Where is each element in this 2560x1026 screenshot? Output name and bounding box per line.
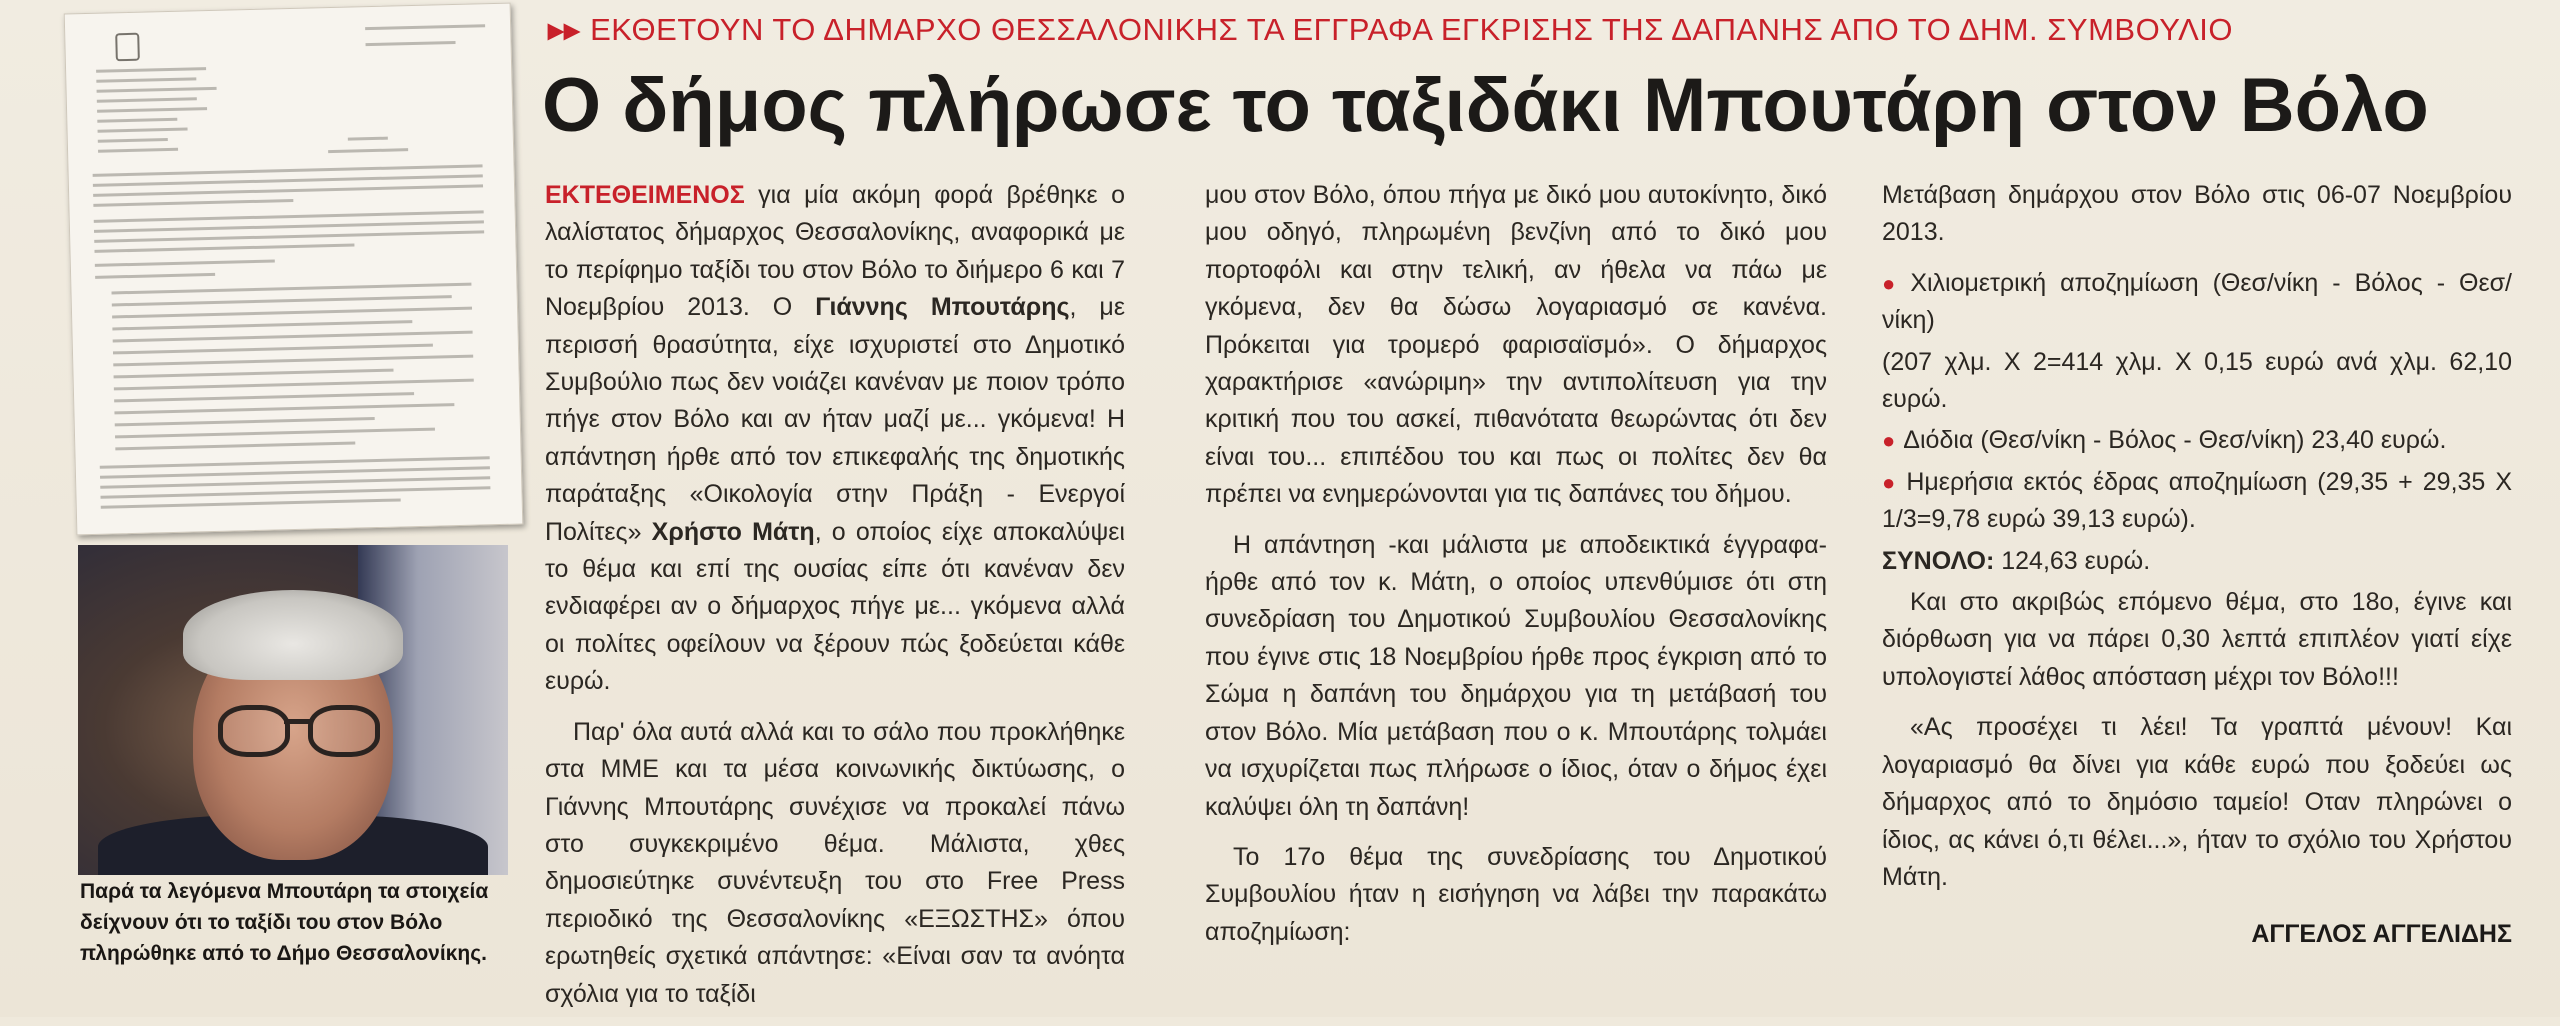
- paragraph: Η απάντηση -και μάλιστα με αποδεικτικά έγγραφα- ήρθε από τον κ. Μάτη, ο οποίος υπενθύμισε ότι στη συνεδρίαση του Δημοτικού Συμβουλίου Θεσσαλονίκης που έγινε στις 18 Νοεμβρίου ήρθε προς έγκριση από το Σώμα η δαπάνη του δημάρχου για τη μετάβασή του στον Βόλο. Μία μετάβαση που ο κ. Μπουτάρης τολμάει να ισχυρίζεται πως πλήρωσε ο ίδιος, όταν ο δήμος έχει καλύψει όλη τη δαπάνη!: [1205, 530, 1827, 821]
- article-column-1: [545, 177, 1125, 1026]
- bullet-icon: ●: [1882, 270, 1903, 296]
- lead-label: ΕΚΤΕΘΕΙΜΕΝΟΣ: [545, 181, 745, 209]
- paragraph: Μετάβαση δημάρχου στον Βόλο στις 06-07 Νοεμβρίου 2013.: [1882, 181, 2512, 247]
- expense-item: [1882, 265, 2512, 340]
- paragraph: μου στον Βόλο, όπου πήγα με δικό μου αυτοκίνητο, δικό μου οδηγό, πληρωμένη βενζίνη από το δικό μου πορτοφόλι και στην τελική, αν ήθελα να πάω με γκόμενα, δεν θα δώσω λογαριασμό σε κανένα. Πρόκειται για τρομερό φαρισαϊσμό». Ο δήμαρχος χαρακτήρισε «ανώριμη» την αντιπολίτευση για την κριτική που του ασκεί, πιθανότατα θεωρώντας ότι δεν είναι του... επιπέδου του και πως οι πολίτες δεν θα πρέπει να ενημερώνονται για τις δαπάνες του δήμου.: [1205, 181, 1827, 509]
- scanned-document-image: [64, 3, 524, 536]
- paragraph: [545, 177, 1125, 701]
- article-column-2: [1205, 177, 1827, 964]
- paragraph: Το 17ο θέμα της συνεδρίασης του Δημοτικού Συμβουλίου ήταν η εισήγηση να λάβει την παρακάτω αποζημίωση:: [1205, 842, 1827, 946]
- text-run: Διόδια (Θεσ/νίκη - Βόλος - Θεσ/νίκη) 23,40 ευρώ.: [1903, 426, 2447, 455]
- total-value: 124,63 ευρώ.: [1994, 546, 2151, 575]
- kicker-line: [548, 12, 2538, 48]
- expense-item: [1882, 422, 2512, 459]
- person-name: Χρήστο Μάτη: [651, 517, 815, 546]
- total-label: ΣΥΝΟΛΟ:: [1882, 546, 1995, 575]
- author-byline: ΑΓΓΕΛΟΣ ΑΓΓΕΛΙΔΗΣ: [2251, 920, 2512, 948]
- paragraph: «Ας προσέχει τι λέει! Τα γραπτά μένουν! Και λογαριασμό θα δίνει για κάθε ευρώ που ξοδεύει ως δήμαρχος από το δημόσιο ταμείο! Οταν πληρώνει ο ίδιος, ας κάνει ό,τι θέλει...», ήταν το σχόλιο του Χρήστου Μάτη.: [1882, 713, 2512, 891]
- expense-item: [1882, 464, 2512, 539]
- kicker-text: ΕΚΘΕΤΟΥΝ ΤΟ ΔΗΜΑΡΧΟ ΘΕΣΣΑΛΟΝΙΚΗΣ ΤΑ ΕΓΓΡΑΦΑ ΕΓΚΡΙΣΗΣ ΤΗΣ ΔΑΠΑΝΗΣ ΑΠΟ ΤΟ ΔΗΜ. ΣΥΜΒΟΥΛΙΟ: [590, 12, 2234, 47]
- emblem-icon: [115, 33, 140, 62]
- headline: Ο δήμος πλήρωσε το ταξιδάκι Μπουτάρη στον Βόλο: [542, 63, 2429, 148]
- mayor-photo: [78, 545, 508, 875]
- text-run: Χιλιομετρική αποζημίωση (Θεσ/νίκη - Βόλος - Θεσ/νίκη): [1882, 268, 2512, 335]
- expense-total: [1882, 543, 2512, 580]
- double-arrow-icon: ▸▸: [548, 12, 581, 47]
- expense-detail: (207 χλμ. Χ 2=414 χλμ. Χ 0,15 ευρώ ανά χλμ. 62,10 ευρώ.: [1882, 347, 2512, 414]
- article-column-3: [1882, 177, 2512, 909]
- bullet-icon: ●: [1882, 428, 1896, 454]
- paragraph: Και στο ακριβώς επόμενο θέμα, στο 18ο, έγινε και διόρθωση για να πάρει 0,30 λεπτά επιπλέον γιατί είχε υπολογιστεί λάθος απόσταση μέχρι τον Βόλο!!!: [1882, 588, 2512, 691]
- text-run: , με περισσή θρασύτητα, είχε ισχυριστεί στο Δημοτικό Συμβούλιο πως δεν νοιάζει κανέναν με ποιον τρόπο πήγε στον Βόλο και αν ήταν μαζί με... γκόμενα! Η απάντηση ήρθε από τον επικεφαλής της δημοτικής παράταξης «Οικολογία στην Πράξη - Ενεργοί Πολίτες»: [545, 293, 1125, 546]
- text-run: για μία ακόμη φορά βρέθηκε ο λαλίστατος δήμαρχος Θεσσαλονίκης, αναφορικά με το περίφημο ταξίδι του στον Βόλο το διήμερο 6 και 7 Νοεμβρίου 2013. Ο: [545, 181, 1125, 322]
- text-run: Ημερήσια εκτός έδρας αποζημίωση (29,35 + 29,35 Χ 1/3=9,78 ευρώ 39,13 ευρώ).: [1882, 467, 2512, 534]
- text-run: , ο οποίος είχε αποκαλύψει το θέμα και επί της ουσίας είπε ότι κανέναν δεν ενδιαφέρει αν ο δήμαρχος πήγε με... γκόμενα αλλά οι πολίτες οφείλουν να ξέρουν πώς ξοδεύεται κάθε ευρώ.: [545, 517, 1125, 696]
- bullet-icon: ●: [1882, 469, 1899, 495]
- person-name: Γιάννης Μπουτάρης: [815, 293, 1070, 322]
- paragraph: Παρ' όλα αυτά αλλά και το σάλο που προκλήθηκε στα ΜΜΕ και τα μέσα κοινωνικής δικτύωσης, ο Γιάννης Μπουτάρης συνέχισε να προκαλεί πάνω στο συγκεκριμένο θέμα. Μάλιστα, χθες δημοσιεύτηκε συνέντευξη του στο Free Press περιοδικό της Θεσσαλονίκης «ΕΞΩΣΤΗΣ» όπου ερωτηθείς σχετικά απάντησε: «Είναι σαν τα ανόητα σχόλια για το ταξίδι: [545, 717, 1125, 1008]
- photo-caption: Παρά τα λεγόμενα Μπουτάρη τα στοιχεία δείχνουν ότι το ταξίδι του στον Βόλο πληρώθηκε από το Δήμο Θεσσαλονίκης.: [80, 880, 489, 965]
